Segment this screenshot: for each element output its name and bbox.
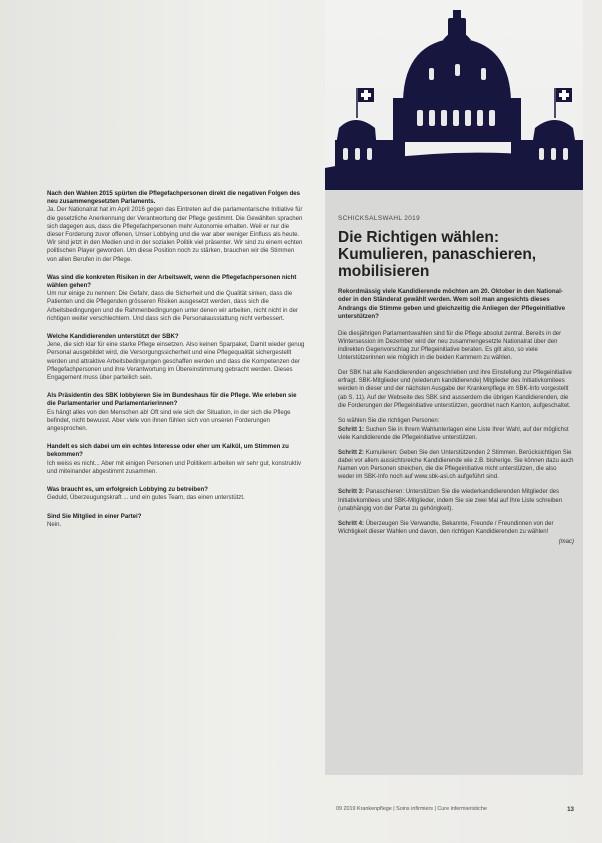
kicker: SCHICKSALSWAHL 2019 [338,215,421,222]
qa-block [47,513,305,529]
step-item [338,520,574,536]
answer: Ich weiss es nicht... Aber mit einigen Personen und Politikern arbeiten wir sehr gut, konstruktiv und miteinander abgestimmt zusammen. [47,459,302,475]
step-text: Kumulieren: Geben Sie den Unterstützenden 2 Stimmen. Berücksichtigen Sie dabei vor allem aussichtsreiche Kandidierende wie z.B. bisherige. Sie können dazu auch Namen von Personen streichen, die die Pflegeinitiative nicht unterstützen, die also weder im SBK-Info noch auf www.sbk-asi.ch aufgeführt sind. [338,450,574,481]
interview-column [47,190,305,539]
answer: Es hängt alles von den Menschen ab! Oft sind wie sich der Situation, in der sich die Pflege befindet, nicht bewusst. Aber viele von ihnen fühlen sich von unseren Forderungen angesprochen. [47,408,291,433]
question: Welche Kandidierenden unterstützt der SBK? [47,333,179,341]
step-item [338,426,574,442]
step-label: Schritt 1: [338,426,365,433]
body-paragraph: Die diesjährigen Parlamentswahlen sind für die Pflege absolut zentral. Bereits in der Wintersession im Dezember wird der neu zusammengesetzte Nationalrat über den indirekten Gegenvorschlag zur Pflegeinitiative beraten. Es gilt also, so viele Unterstützerinnen wie möglich in die beiden Kammern zu wählen. [338,330,562,362]
qa-block [47,443,305,476]
swiss-flag-icon [358,88,374,102]
step-label: Schritt 2: [338,450,365,457]
step-text: Suchen Sie in Ihrem Wahlunterlagen eine Liste Ihrer Wahl, auf der möglichst viele Kandidierende die Pflegeinitiative unterstützen. [338,426,569,441]
answer: Nein. [47,520,62,528]
step-item [338,449,574,481]
question: Handelt es sich dabei um ein echtes Interesse oder eher um Kalkül, um Stimmen zu bekommen? [47,443,289,459]
info-box-content [338,215,574,546]
step-label: Schritt 3: [338,489,365,496]
answer: Jene, die sich klar für eine starke Pflege einsetzen. Also keinen Sparpaket, Damit wieder genug Personal ausgebildet wird, die Versorgungssicherheit und eine Pflegequalität sichergestellt werden und attraktive Arbeitsbedingungen geschaffen werden und dass die Kompetenzen der Pflegefachpersonen und ihre Verantwortung im Übereinstimmung gebracht werden. Dieses Engagement muss über parteilich sein. [47,341,305,382]
page-number: 13 [567,806,574,813]
question: Was sind die konkreten Risiken in der Arbeitswelt, wenn die Pflegefachpersonen nicht wählen gehen? [47,273,297,290]
step-label: Schritt 4: [338,520,365,527]
qa-block [47,190,305,264]
answer: Ja. Der Nationalrat hat im April 2016 gegen das Eintreten auf die parlamentarische Initiative für die gesetzliche Anerkennung der Verantwortung der Pflege gestimmt. Die Gewählten sprachen sich dagegen aus, dass die Pflegefachpersonen mehr Autonomie erhalten. Weil er nur die dieser Forderung zuvor offenen, Unser Lobbying und die war aber weniger Einfluss als heute. Wir sind jetzt in den Medien und in der sozialen Politik viel präsenter. Wir sind zu einem echten politischen Player geworden. Um diese Position noch zu stärken, brauchen wir die Stimmen von allen Berufen in der Pflege. [47,206,303,263]
question: Nach den Wahlen 2015 spürten die Pflegefachpersonen direkt die negativen Folgen des neu zusammengesetzten Parlaments. [47,190,301,206]
answer: Geduld, Überzeugungskraft ... und ein gutes Team, das einen unterstützt. [47,494,245,502]
question: Als Präsidentin des SBK lobbyieren Sie im Bundeshaus für die Pflege. Wie erleben sie die Parlamentarier und Parlamentarierinnen? [47,392,297,408]
step-text: Überzeugen Sie Verwandte, Bekannte, Freunde / Freundinnen von der Wichtigkeit dieser Wahlen und davon, den richtigen Kandidierenden zu wählen! [338,520,554,535]
qa-block [47,486,305,502]
author-signature: (mac) [558,538,574,545]
qa-block [47,333,305,382]
swiss-flag-icon [556,88,572,102]
lead-paragraph: Rekordmässig viele Kandidierende möchten am 20. Oktober in den National- oder in den Ständerat gewählt werden. Wem soll man angesichts dieses Andrangs die Stimme geben und gleichzeitig die Anliegen der Pflegeinitiative unterstützen? [338,288,566,320]
question: Sind Sie Mitglied in einer Partei? [47,512,142,520]
page-footer [336,806,574,816]
step-item [338,488,574,512]
footer-publication: 09 2019 Krankenpflege | Soins infirmiers | Cure infermieristiche [336,806,487,812]
headline: Die Richtigen wählen: Kumulieren, panaschieren, mobilisieren [338,229,537,281]
body-paragraph: Der SBK hat alle Kandidierenden angeschrieben und ihre Einstellung zur Pflegeinitiative erfragt. SBK-Mitglieder und (wiederum kandidierende) Mitglieder des Initiativkomitees werden in dieser und der nächsten Ausgabe der Krankenpflege im SBK-Info vorgestellt (ab S. 11). Auf der Webseite des SBK sind ausserdem die übrigen Kandidierenden, die die Forderungen der Pflegeinitiative unterstützen, geordnet nach Kanton, aufgeschaltet. [338,370,572,409]
answer: Um nur einige zu nennen: Die Gefahr, dass die Sicherheit und die Qualität sinken, dass die Patienten und die Pflegenden grösseren Risiken ausgesetzt werden, dass sich die Arbeitsbedingungen und die Rahmenbedingungen unter denen wir arbeiten, nicht nicht in der richtigen weiter verschlechtern. Und dass sich die Personalausstattung nicht verbessert. [47,290,299,322]
question: Was braucht es, um erfolgreich Lobbying zu betreiben? [47,486,208,494]
qa-block [47,392,305,433]
parliament-dome-illustration [325,0,583,192]
steps-intro: So wählen Sie die richtigen Personen: [338,417,440,424]
step-text: Panaschieren: Unterstützen Sie die wiederkandidierenden Mitglieder des Initiativkomitees und SBK-Mitglieder, indem Sie sie zwei Mal auf Ihre Liste schreiben (unabhängig von der Partei zu gehörigkeit). [338,489,563,512]
qa-block [47,274,305,323]
